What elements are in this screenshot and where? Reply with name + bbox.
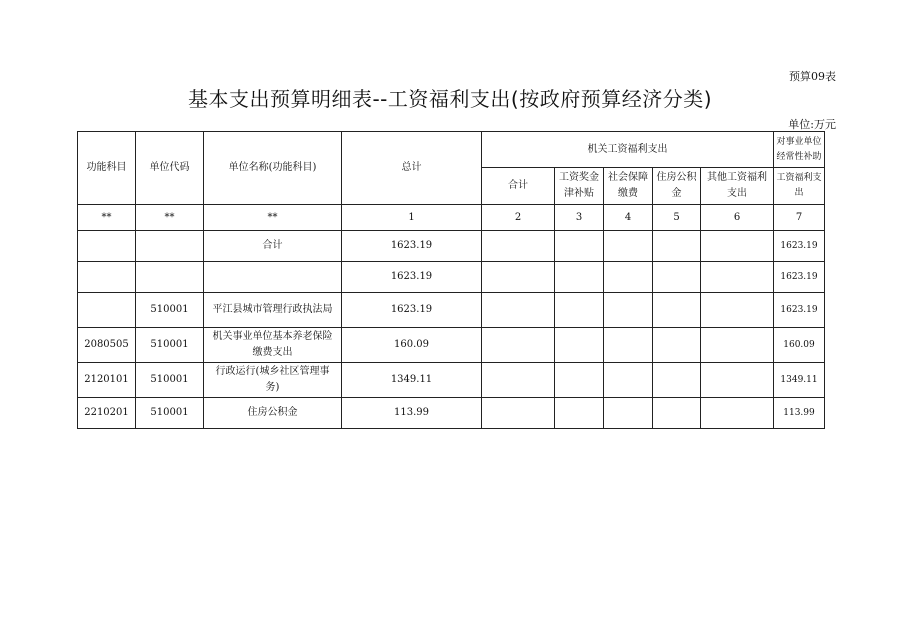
cell-other <box>701 262 774 293</box>
unit-label: 单位:万元 <box>788 118 836 131</box>
header-housing: 住房公积金 <box>653 168 701 205</box>
cell-name <box>204 262 342 293</box>
cell-func <box>78 293 136 328</box>
cell-other <box>701 328 774 363</box>
header-salary: 工资奖金津补贴 <box>555 168 604 205</box>
cell-code: 510001 <box>136 398 204 429</box>
cell-subsidy: 113.99 <box>774 398 825 429</box>
cell-salary <box>555 293 604 328</box>
header-subtotal: 合计 <box>482 168 555 205</box>
cell-func <box>78 231 136 262</box>
cell-subtotal <box>482 328 555 363</box>
cell-other <box>701 398 774 429</box>
cell-name: 住房公积金 <box>204 398 342 429</box>
cell-subsidy: 1623.19 <box>774 231 825 262</box>
header-other: 其他工资福利支出 <box>701 168 774 205</box>
cell-total: 1349.11 <box>342 363 482 398</box>
cell-func: 2120101 <box>78 363 136 398</box>
cell-func: 2080505 <box>78 328 136 363</box>
cell-other <box>701 231 774 262</box>
cell-subsidy: 1623.19 <box>774 293 825 328</box>
header-subsidy: 工资福利支出 <box>774 168 825 205</box>
table-row <box>78 363 825 398</box>
cell-subsidy: 1349.11 <box>774 363 825 398</box>
cell-housing <box>653 398 701 429</box>
index-cell: 5 <box>653 205 701 231</box>
page-title: 基本支出预算明细表--工资福利支出(按政府预算经济分类) <box>187 87 713 111</box>
form-number: 预算09表 <box>789 70 836 83</box>
cell-name: 平江县城市管理行政执法局 <box>204 293 342 328</box>
cell-other <box>701 363 774 398</box>
cell-social <box>604 328 653 363</box>
header-func-code: 功能科目 <box>78 132 136 205</box>
cell-name: 行政运行(城乡社区管理事务) <box>204 363 342 398</box>
cell-total: 1623.19 <box>342 231 482 262</box>
cell-code: 510001 <box>136 328 204 363</box>
cell-name: 机关事业单位基本养老保险缴费支出 <box>204 328 342 363</box>
index-cell: ** <box>204 205 342 231</box>
cell-social <box>604 398 653 429</box>
header-unit-code: 单位代码 <box>136 132 204 205</box>
table-row <box>78 231 825 262</box>
cell-total: 1623.19 <box>342 293 482 328</box>
index-cell: 1 <box>342 205 482 231</box>
cell-subtotal <box>482 231 555 262</box>
cell-total: 113.99 <box>342 398 482 429</box>
header-row-1 <box>78 132 825 168</box>
cell-total: 1623.19 <box>342 262 482 293</box>
header-group-salary-welfare: 机关工资福利支出 <box>482 132 774 168</box>
index-cell: 7 <box>774 205 825 231</box>
cell-social <box>604 363 653 398</box>
cell-subtotal <box>482 293 555 328</box>
index-cell: 3 <box>555 205 604 231</box>
cell-func <box>78 262 136 293</box>
cell-salary <box>555 398 604 429</box>
cell-social <box>604 262 653 293</box>
index-row <box>78 205 825 231</box>
table-row <box>78 398 825 429</box>
budget-table <box>77 131 825 429</box>
header-unit-name: 单位名称(功能科目) <box>204 132 342 205</box>
index-cell: 2 <box>482 205 555 231</box>
cell-social <box>604 231 653 262</box>
index-cell: ** <box>136 205 204 231</box>
cell-func: 2210201 <box>78 398 136 429</box>
table-row <box>78 328 825 363</box>
cell-subtotal <box>482 262 555 293</box>
cell-name: 合计 <box>204 231 342 262</box>
cell-code <box>136 262 204 293</box>
cell-code <box>136 231 204 262</box>
index-cell: ** <box>78 205 136 231</box>
cell-total: 160.09 <box>342 328 482 363</box>
table-row <box>78 293 825 328</box>
cell-housing <box>653 231 701 262</box>
index-cell: 6 <box>701 205 774 231</box>
header-subsidy-group: 对事业单位经常性补助 <box>774 132 825 168</box>
cell-housing <box>653 262 701 293</box>
cell-social <box>604 293 653 328</box>
table-row <box>78 262 825 293</box>
cell-code: 510001 <box>136 293 204 328</box>
cell-housing <box>653 328 701 363</box>
cell-subsidy: 1623.19 <box>774 262 825 293</box>
cell-other <box>701 293 774 328</box>
header-social: 社会保障缴费 <box>604 168 653 205</box>
header-total: 总计 <box>342 132 482 205</box>
cell-code: 510001 <box>136 363 204 398</box>
cell-salary <box>555 363 604 398</box>
cell-subtotal <box>482 363 555 398</box>
cell-salary <box>555 328 604 363</box>
cell-salary <box>555 262 604 293</box>
cell-housing <box>653 363 701 398</box>
cell-subsidy: 160.09 <box>774 328 825 363</box>
cell-housing <box>653 293 701 328</box>
index-cell: 4 <box>604 205 653 231</box>
cell-salary <box>555 231 604 262</box>
cell-subtotal <box>482 398 555 429</box>
